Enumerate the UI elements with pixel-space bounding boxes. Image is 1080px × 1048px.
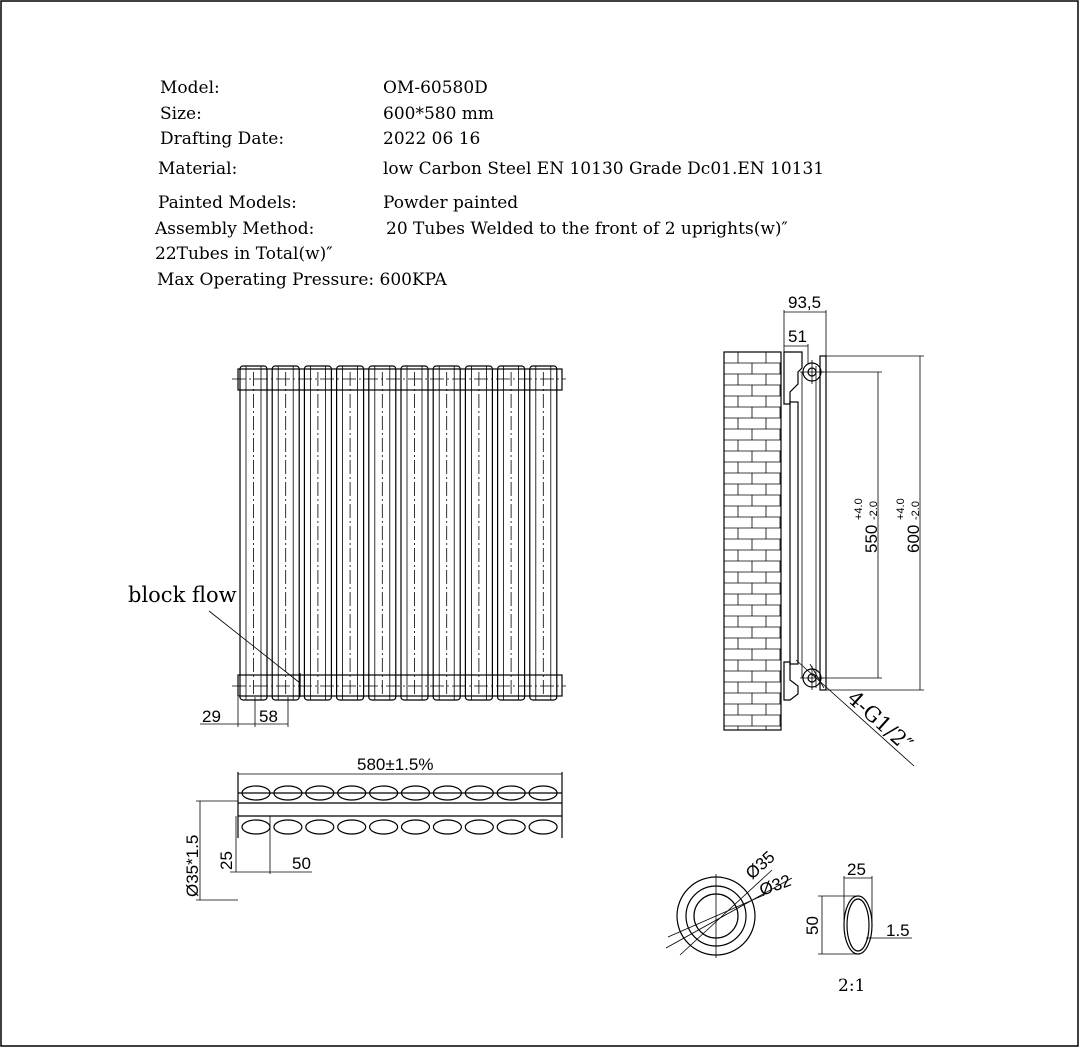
dim-depth-total: 93,5: [788, 293, 822, 312]
top-oval-rear: [402, 820, 430, 834]
spec-date-label: Drafting Date:: [160, 129, 285, 149]
top-oval-rear: [370, 820, 398, 834]
side-view: [724, 293, 924, 766]
spec-block: [154, 78, 824, 290]
wall-brick-pattern: [724, 352, 781, 730]
dim-tol-lower: -2.0: [868, 501, 880, 520]
detail-oval-width: 25: [847, 860, 866, 879]
spec-size-label: Size:: [160, 104, 202, 124]
top-oval-rear: [497, 820, 525, 834]
side-upright-rear: [790, 402, 798, 664]
front-bottom-header: [238, 675, 562, 696]
dim-pitch: 50: [292, 854, 311, 873]
top-oval-rear: [274, 820, 302, 834]
top-oval-rear: [242, 820, 270, 834]
spec-assembly-value: 20 Tubes Welded to the front of 2 uprights(w)″: [386, 219, 788, 239]
dim-depth-bracket: 51: [788, 327, 807, 346]
spec-model-value: OM-60580D: [383, 78, 488, 98]
spec-total-tubes: 22Tubes in Total(w)″: [155, 244, 333, 264]
top-oval-rear: [465, 820, 493, 834]
spec-painted-value: Powder painted: [383, 193, 519, 213]
oval-outer: [844, 896, 872, 954]
spec-pressure: Max Operating Pressure: 600KPA: [157, 270, 447, 290]
spec-painted-label: Painted Models:: [158, 193, 297, 213]
sheet-border: [1, 1, 1078, 1046]
front-top-header: [238, 369, 562, 390]
top-view: [183, 755, 562, 900]
detail-wall: 1.5: [886, 921, 910, 940]
detail-round-section: [666, 847, 794, 958]
block-flow-label: block flow: [128, 583, 237, 607]
top-oval-rear: [433, 820, 461, 834]
dim-tube-diameter: Ø35*1.5: [183, 834, 202, 897]
spec-size-value: 600*580 mm: [383, 104, 495, 124]
dim-tol-upper: +4.0: [895, 498, 907, 520]
spec-date-value: 2022 06 16: [383, 129, 481, 149]
top-oval-rear: [306, 820, 334, 834]
spec-material-value: low Carbon Steel EN 10130 Grade Dc01.EN 10131: [383, 159, 825, 179]
spec-assembly-label: Assembly Method:: [155, 219, 315, 239]
detail-outer-diameter: Ø35: [741, 847, 779, 883]
top-oval-rear: [338, 820, 366, 834]
oval-inner: [847, 899, 869, 951]
side-bottom-bracket: [784, 662, 798, 700]
block-flow-leader: [209, 611, 300, 683]
spec-model-label: Model:: [160, 78, 220, 98]
front-view: [128, 366, 566, 727]
detail-inner-diameter: Ø32: [756, 870, 794, 900]
top-oval-rear: [529, 820, 557, 834]
dim-height-centers: 550: [862, 524, 881, 553]
dim-offset-29: 29: [202, 707, 221, 726]
dim-tol-upper: +4.0: [853, 498, 865, 520]
front-tube-group: [240, 366, 557, 700]
dim-width: 580±1.5%: [357, 755, 434, 774]
dim-height-total: 600: [904, 524, 923, 553]
detail-scale-label: 2:1: [838, 976, 866, 996]
detail-oval-height: 50: [803, 916, 822, 935]
detail-oval-section: [803, 860, 912, 954]
side-tube-front: [820, 356, 826, 690]
dim-pitch-58: 58: [259, 707, 278, 726]
connection-spec-label: 4-G1/2″: [842, 685, 918, 757]
side-top-bracket: [784, 352, 802, 404]
dim-depth: 25: [217, 851, 236, 870]
dim-tol-lower: -2.0: [910, 501, 922, 520]
spec-material-label: Material:: [158, 159, 238, 179]
wall-section: [724, 352, 781, 730]
